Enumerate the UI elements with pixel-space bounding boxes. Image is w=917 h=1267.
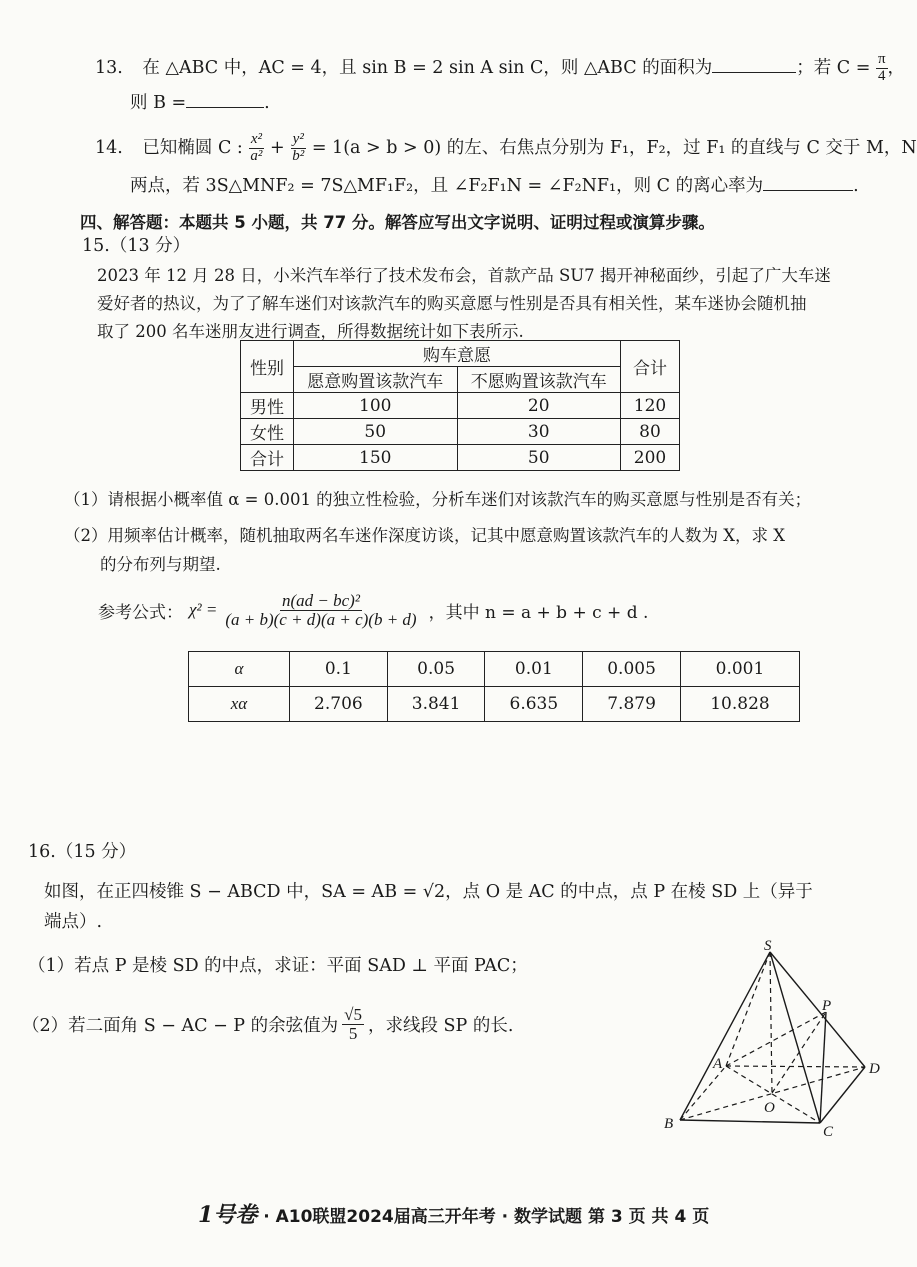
q14-frac1-num: x² <box>250 131 262 147</box>
q13-blank-area <box>712 58 796 73</box>
q14-text-a2: = 1(a > b > 0) 的左、右焦点分别为 F₁，F₂，过 F₁ 的直线与 C 交于 M，N <box>311 137 917 158</box>
formula-den: (a + b)(c + d)(a + c)(b + d) <box>225 609 417 629</box>
q16-sub2-den: 5 <box>348 1023 358 1043</box>
cell-unwilling: 30 <box>457 419 621 445</box>
edge-SB <box>680 952 770 1120</box>
cell-unwilling: 20 <box>457 393 621 419</box>
q13-line2: 则 B = . <box>130 93 270 113</box>
x-cell: 7.879 <box>583 687 681 722</box>
q15-sub1: （1）请根据小概率值 α = 0.001 的独立性检验，分析车迷们对该款汽车的购买意愿与性别是否有关； <box>64 490 812 509</box>
q14-frac-y <box>290 132 306 165</box>
table-row <box>241 445 680 471</box>
q15-para3: 取了 200 名车迷朋友进行调查，所得数据统计如下表所示. <box>97 322 524 341</box>
footer-text: · A10联盟2024届高三开年考 · 数学试题 第 3 页 共 4 页 <box>263 1207 710 1227</box>
q14-number: 14. <box>95 137 123 158</box>
q16-sub2 <box>22 994 513 1054</box>
alpha-cell: 0.05 <box>387 652 485 687</box>
q13-frac-den: 4 <box>878 67 886 84</box>
q14-frac1-den: a² <box>250 147 263 164</box>
survey-table <box>240 340 680 471</box>
cell-willing: 100 <box>294 393 458 419</box>
edge-CD <box>820 1067 865 1123</box>
q16-sub1: （1）若点 P 是棱 SD 的中点，求证：平面 SAD ⊥ 平面 PAC； <box>28 956 528 976</box>
edge-BA <box>680 1066 726 1120</box>
label-C: C <box>823 1124 834 1140</box>
th-total: 合计 <box>621 341 680 393</box>
edge-SD <box>770 952 865 1067</box>
table-row <box>241 419 680 445</box>
edge-AD <box>726 1066 865 1067</box>
label-P: P <box>822 998 832 1014</box>
alpha-cell: 0.005 <box>583 652 681 687</box>
q14-line2: 两点，若 3S△MNF₂ = 7S△MF₁F₂，且 ∠F₂F₁N = ∠F₂NF₁，则 C 的离心率为 . <box>130 176 859 196</box>
edge-OP <box>772 1012 826 1093</box>
q13-number: 13. <box>95 57 123 78</box>
q14-line2-text: 两点，若 3S△MNF₂ = 7S△MF₁F₂，且 ∠F₂F₁N = ∠F₂NF₁，则 C 的离心率为 <box>130 176 764 196</box>
th-willing: 愿意购置该款汽车 <box>294 367 458 393</box>
q14-frac-x <box>248 132 264 165</box>
q14-line1 <box>95 132 917 165</box>
q13-line2-text: 则 B = <box>130 93 187 113</box>
q15-para1: 2023 年 12 月 28 日，小米汽车举行了技术发布会，首款产品 SU7 揭开神秘面纱，引起了广大车迷 <box>97 266 831 285</box>
formula-label: 参考公式： <box>98 602 183 623</box>
x-cell: 6.635 <box>485 687 583 722</box>
section-4-heading: 四、解答题：本题共 5 小题，共 77 分。解答应写出文字说明、证明过程或演算步骤。 <box>80 213 715 232</box>
edge-SC <box>770 952 820 1123</box>
chi-square-formula <box>98 580 648 640</box>
edge-AP <box>726 1012 826 1066</box>
q14-frac2-den: b² <box>292 147 305 164</box>
cell-total: 200 <box>621 445 680 471</box>
formula-lhs: χ² = <box>189 600 218 619</box>
q13-fraction <box>876 52 888 85</box>
edge-BC <box>680 1120 820 1123</box>
label-O: O <box>764 1100 775 1116</box>
row-label: 女性 <box>241 419 294 445</box>
table-row <box>189 687 800 722</box>
q14-frac2-num: y² <box>292 131 304 147</box>
th-unwilling: 不愿购置该款汽车 <box>457 367 621 393</box>
alpha-cell: 0.01 <box>485 652 583 687</box>
x-cell: 10.828 <box>680 687 799 722</box>
q16-para1: 如图，在正四棱锥 S − ABCD 中，SA = AB = √2，点 O 是 AC 的中点，点 P 在棱 SD 上（异于 <box>44 882 813 902</box>
th-gender: 性别 <box>241 341 294 393</box>
formula-tail: ，其中 n = a + b + c + d . <box>428 602 649 623</box>
label-A: A <box>713 1056 723 1072</box>
q13-blank-b <box>186 93 264 108</box>
cell-willing: 50 <box>294 419 458 445</box>
pyramid-figure <box>660 940 890 1140</box>
row-label: 男性 <box>241 393 294 419</box>
label-S: S <box>764 938 772 954</box>
label-B: B <box>664 1116 674 1132</box>
alpha-cell: 0.1 <box>290 652 388 687</box>
edge-SA <box>726 952 770 1066</box>
critical-value-table <box>188 651 800 722</box>
q15-sub2b: 的分布列与期望. <box>100 555 221 574</box>
x-label: xα <box>189 687 290 722</box>
cell-total: 80 <box>621 419 680 445</box>
label-D: D <box>869 1061 880 1077</box>
q15-para2: 爱好者的热议，为了了解车迷们对该款汽车的购买意愿与性别是否具有相关性，某车迷协会随机抽 <box>97 294 807 313</box>
q13-text-a: 在 △ABC 中，AC = 4，且 sin B = 2 sin A sin C，则 △ABC 的面积为 <box>142 57 713 78</box>
q16-header: 16.（15 分） <box>28 842 137 862</box>
q13-frac-num: π <box>877 51 886 67</box>
q13-line1 <box>95 52 905 85</box>
q13-text-c: ， <box>887 57 906 78</box>
q16-sub2b: ，求线段 SP 的长. <box>367 1015 514 1036</box>
row-label: 合计 <box>241 445 294 471</box>
th-intent: 购车意愿 <box>294 341 621 367</box>
q16-sub2-fraction <box>342 1006 364 1043</box>
cell-unwilling: 50 <box>457 445 621 471</box>
q14-plus: + <box>270 137 285 158</box>
alpha-label: α <box>189 652 290 687</box>
edge-SO <box>770 952 772 1093</box>
q16-sub2a: （2）若二面角 S − AC − P 的余弦值为 <box>22 1015 339 1036</box>
q15-sub2a: （2）用频率估计概率，随机抽取两名车迷作深度访谈，记其中愿意购置该款汽车的人数为 X，求 X <box>64 526 785 545</box>
cell-willing: 150 <box>294 445 458 471</box>
table-row <box>241 393 680 419</box>
edge-PC <box>820 1012 826 1123</box>
q13-text-b: ；若 C = <box>796 57 871 78</box>
table-row <box>189 652 800 687</box>
q16-sub2-num: √5 <box>344 1004 362 1024</box>
x-cell: 2.706 <box>290 687 388 722</box>
footer <box>198 1198 709 1229</box>
alpha-cell: 0.001 <box>680 652 799 687</box>
formula-fraction <box>223 592 418 629</box>
formula-num: n(ad − bc)² <box>281 590 360 610</box>
cell-total: 120 <box>621 393 680 419</box>
q16-para2: 端点）. <box>44 912 103 932</box>
x-cell: 3.841 <box>387 687 485 722</box>
q14-text-a1: 已知椭圆 C : <box>142 137 243 158</box>
footer-logo: 1号卷 <box>198 1202 258 1228</box>
q14-blank <box>763 176 853 191</box>
q15-header: 15.（13 分） <box>82 236 191 256</box>
